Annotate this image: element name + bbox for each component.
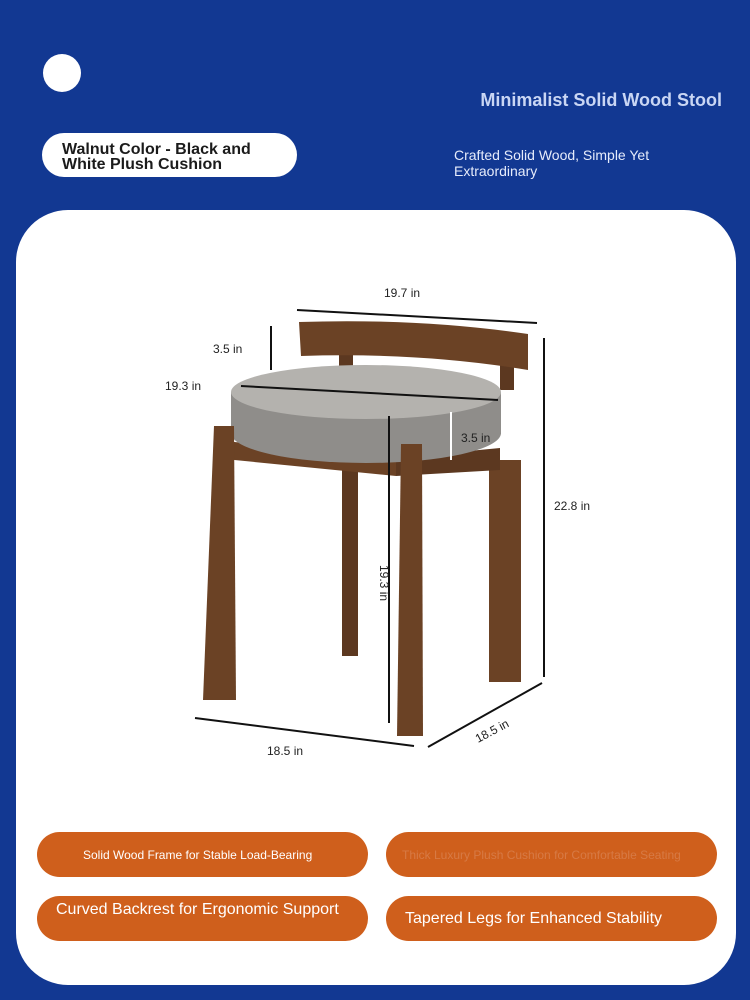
dimension-line-base-front [195,718,414,746]
feature-tapered-legs: Tapered Legs for Enhanced Stability [386,896,717,941]
variant-label[interactable]: Walnut Color - Black and White Plush Cushion [42,133,297,177]
dim-label-top-width: 19.7 in [384,286,421,300]
dim-label-seat-height: 19.3 in [377,565,391,602]
front-left-leg [203,426,236,700]
back-left-leg [342,468,358,656]
feature-curved-backrest: Curved Backrest for Ergonomic Support [37,896,368,941]
dim-label-total-height: 22.8 in [554,499,591,513]
dim-label-base-front: 18.5 in [267,744,304,758]
feature-plush-cushion: Thick Luxury Plush Cushion for Comfortable Seating [386,832,717,877]
front-right-leg [397,444,423,736]
brand-logo [43,54,81,92]
dim-label-base-side: 18.5 in [472,716,512,746]
header-area [0,0,750,210]
dimension-line-top-width [297,310,537,323]
dim-label-seat-diameter: 19.3 in [165,379,202,393]
back-right-leg [489,460,521,682]
dim-label-cushion-thickness: 3.5 in [461,431,491,445]
feature-solid-wood-frame: Solid Wood Frame for Stable Load-Bearing [37,832,368,877]
product-tagline: Crafted Solid Wood, Simple Yet Extraordinary [454,147,650,179]
backrest [299,321,528,370]
dim-label-backrest-height: 3.5 in [213,342,243,356]
product-title: Minimalist Solid Wood Stool [480,90,722,110]
